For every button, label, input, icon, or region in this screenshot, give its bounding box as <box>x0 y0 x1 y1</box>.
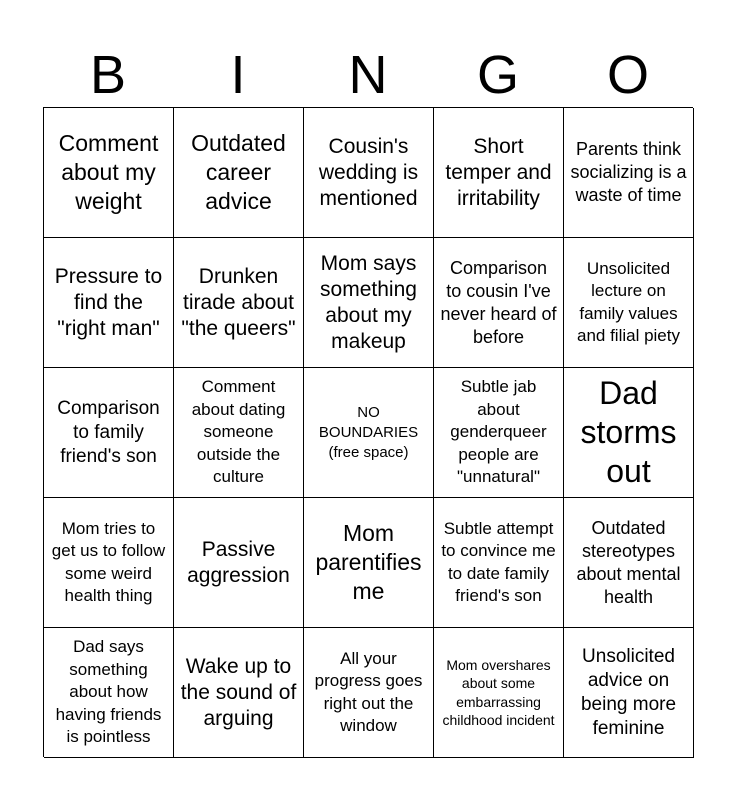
cell-text: Parents think socializing is a waste of time <box>570 139 687 205</box>
bingo-cell-r5c2[interactable] <box>174 628 304 758</box>
bingo-cell-r3c4[interactable] <box>434 368 564 498</box>
cell-text: Outdated stereotypes about mental health <box>576 517 681 607</box>
header-letter-n: N <box>348 45 388 105</box>
bingo-cell-r4c5[interactable] <box>564 498 694 628</box>
bingo-cell-r4c3[interactable] <box>304 498 434 628</box>
header-letter-g: G <box>476 45 519 105</box>
cell-text: Drunken tirade about "the queers" <box>181 264 296 340</box>
bingo-header <box>43 44 693 106</box>
cell-text: Short temper and irritability <box>445 134 552 210</box>
bingo-cell-r5c5[interactable] <box>564 628 694 758</box>
header-letter-o: O <box>606 45 649 105</box>
bingo-cell-r4c4[interactable] <box>434 498 564 628</box>
bingo-cell-r4c1[interactable] <box>44 498 174 628</box>
bingo-cell-r2c3[interactable] <box>304 238 434 368</box>
cell-text: Subtle jab about genderqueer people are "unnatural" <box>450 377 547 487</box>
bingo-cell-r2c5[interactable] <box>564 238 694 368</box>
cell-text: Wake up to the sound of arguing <box>180 654 297 730</box>
bingo-cell-free-space[interactable] <box>304 368 434 498</box>
cell-text: Passive aggression <box>187 537 290 587</box>
bingo-cell-r5c4[interactable] <box>434 628 564 758</box>
bingo-cell-r3c1[interactable] <box>44 368 174 498</box>
bingo-cell-r5c3[interactable] <box>304 628 434 758</box>
bingo-board <box>43 107 693 757</box>
bingo-cell-r1c2[interactable] <box>174 108 304 238</box>
cell-text: Dad says something about how having friends is pointless <box>55 637 162 747</box>
cell-text: Unsolicited advice on being more feminine <box>580 645 677 739</box>
bingo-cell-r3c5[interactable] <box>564 368 694 498</box>
bingo-cell-r2c2[interactable] <box>174 238 304 368</box>
cell-text: Dad storms out <box>580 375 677 489</box>
cell-text: Subtle attempt to convince me to date family friend's son <box>441 518 556 605</box>
cell-text: Mom tries to get us to follow some weird health thing <box>51 518 166 605</box>
cell-text: Outdated career advice <box>191 130 286 214</box>
cell-text: Comment about my weight <box>58 130 159 214</box>
bingo-cell-r2c1[interactable] <box>44 238 174 368</box>
bingo-cell-r1c3[interactable] <box>304 108 434 238</box>
cell-text: All your progress goes right out the window <box>314 648 423 735</box>
bingo-cell-r1c1[interactable] <box>44 108 174 238</box>
bingo-cell-r5c1[interactable] <box>44 628 174 758</box>
cell-text: NO BOUNDARIES (free space) <box>318 403 419 461</box>
cell-text: Comparison to family friend's son <box>57 397 160 467</box>
bingo-cell-r3c2[interactable] <box>174 368 304 498</box>
cell-text: Unsolicited lecture on family values and filial piety <box>576 258 680 345</box>
header-letter-b: B <box>89 45 127 105</box>
cell-text: Mom says something about my makeup <box>320 251 417 353</box>
cell-text: Mom parentifies me <box>315 520 422 604</box>
cell-text: Comparison to cousin I've never heard of before <box>440 257 557 347</box>
bingo-cell-r1c5[interactable] <box>564 108 694 238</box>
cell-text: Pressure to find the "right man" <box>54 264 163 340</box>
cell-text: Cousin's wedding is mentioned <box>318 134 419 210</box>
bingo-cell-r1c4[interactable] <box>434 108 564 238</box>
cell-text: Comment about dating someone outside the culture <box>191 377 286 487</box>
bingo-cell-r4c2[interactable] <box>174 498 304 628</box>
bingo-cell-r2c4[interactable] <box>434 238 564 368</box>
cell-text: Mom overshares about some embarrassing childhood incident <box>442 656 555 728</box>
header-letter-i: I <box>230 45 246 105</box>
